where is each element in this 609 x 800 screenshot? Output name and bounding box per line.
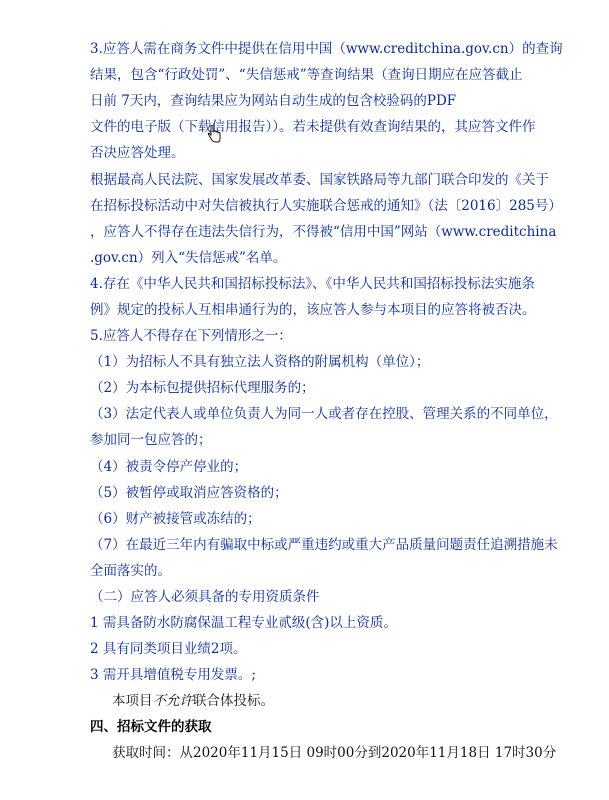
text-line: （二）应答人必须具备的专用资质条件	[90, 589, 320, 605]
text-line: 4.存在《中华人民共和国招标投标法》、《中华人民共和国招标投标法实施条	[90, 276, 535, 292]
text-line: （7）在最近三年内有骗取中标或严重违约或重大产品质量问题责任追溯措施未	[90, 537, 558, 553]
text-line: 例》规定的投标人互相串通行为的，该应答人参与本项目的应答将被否决。	[90, 302, 536, 318]
text-line: .gov.cn）列入“失信惩戒”名单。	[90, 250, 287, 266]
text-line: （2）为本标包提供招标代理服务的；	[90, 380, 315, 396]
text-line: 1 需具备防水防腐保温工程专业贰级(含)以上资质。	[90, 615, 397, 631]
text-line: （6）财产被接管或冻结的；	[90, 511, 261, 527]
text-line: （5）被暂停或取消应答资格的；	[90, 485, 288, 501]
section-heading: 四、招标文件的获取	[90, 719, 212, 735]
text-line: 根据最高人民法院、国家发展改革委、国家铁路局等九部门联合印发的《关于	[90, 172, 549, 188]
text-line: （4）被责令停产停业的；	[90, 459, 248, 475]
consortium-emphasis: 不允许	[152, 693, 193, 709]
obtain-time-line: 获取时间：从2020年11月15日 09时00分到2020年11月18日 17时30分	[112, 745, 557, 761]
consortium-prefix: 本项目	[112, 693, 153, 709]
text-line: 在招标投标活动中对失信被执行人实施联合惩戒的通知》（法〔2016〕285号）	[90, 198, 562, 214]
consortium-suffix: 联合体投标。	[193, 693, 274, 709]
text-line: 2 具有同类项目业绩2项。	[90, 641, 247, 657]
text-line: 否决应答处理。	[90, 145, 185, 161]
text-line: （3）法定代表人或单位负责人为同一人或者存在控股、管理关系的不同单位，	[90, 406, 558, 422]
text-line: 3 需开具增值税专用发票。;	[90, 667, 256, 683]
text-line: ，应答人不得存在违法失信行为，不得被“信用中国”网站（www.creditchina	[90, 224, 557, 240]
text-line: 全面落实的。	[90, 563, 171, 579]
text-line: 日前 7天内，查询结果应为网站自动生成的包含校验码的PDF	[90, 93, 457, 109]
text-line: 5.应答人不得存在下列情形之一：	[90, 328, 292, 344]
text-line: 文件的电子版（下载信用报告））。若未提供有效查询结果的，其应答文件作	[90, 119, 536, 135]
text-line: 参加同一包应答的；	[90, 432, 212, 448]
hand-cursor-icon	[207, 125, 221, 143]
consortium-line	[112, 692, 274, 710]
text-line: （1）为招标人不具有独立法人资格的附属机构（单位）；	[90, 354, 430, 370]
text-line: 3.应答人需在商务文件中提供在信用中国（www.creditchina.gov.cn）的查询	[90, 41, 563, 57]
text-line: 结果，包含“行政处罚”、“失信惩戒”等查询结果（查询日期应在应答截止	[90, 67, 523, 83]
